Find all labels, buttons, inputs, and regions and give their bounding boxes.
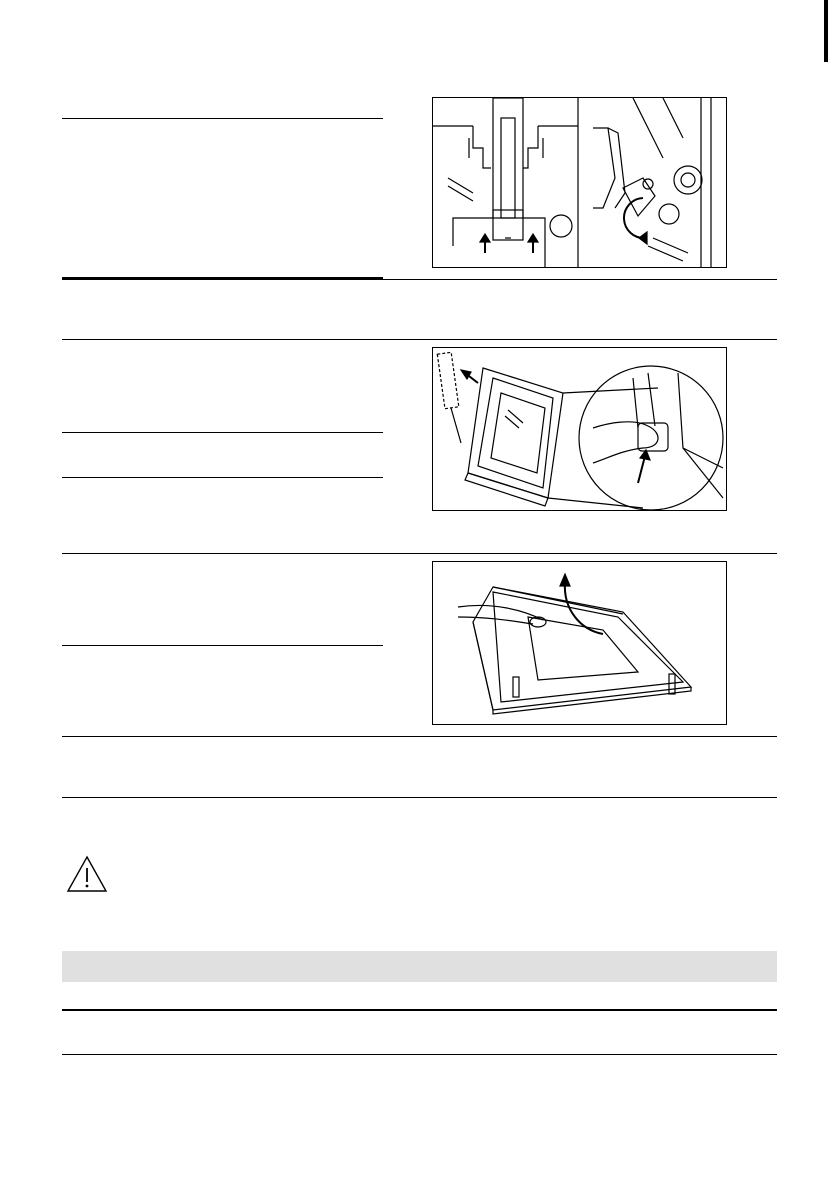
- step-divider-10: [62, 797, 777, 798]
- page-edge-marker: [824, 0, 828, 62]
- hinge-lock-illustration-icon: [433, 98, 726, 267]
- step-divider-6: [62, 477, 383, 478]
- hinge-figure: [432, 97, 727, 268]
- door-removal-figure: [432, 347, 727, 511]
- glass-panel-figure: [432, 561, 727, 725]
- table-row-rule: [62, 1054, 777, 1055]
- step-divider-8: [62, 645, 383, 646]
- warning-triangle-icon: [66, 855, 108, 893]
- step-divider-5: [62, 432, 383, 433]
- step-divider-4: [62, 339, 777, 340]
- door-removal-illustration-icon: [433, 348, 726, 510]
- step-divider-9: [62, 736, 777, 737]
- table-header-rule: [62, 1009, 777, 1011]
- step-divider-3: [62, 279, 777, 280]
- step-divider-7: [62, 553, 777, 554]
- glass-panel-lift-illustration-icon: [433, 562, 726, 724]
- step-divider-1: [62, 118, 383, 119]
- section-header-band: [62, 951, 777, 982]
